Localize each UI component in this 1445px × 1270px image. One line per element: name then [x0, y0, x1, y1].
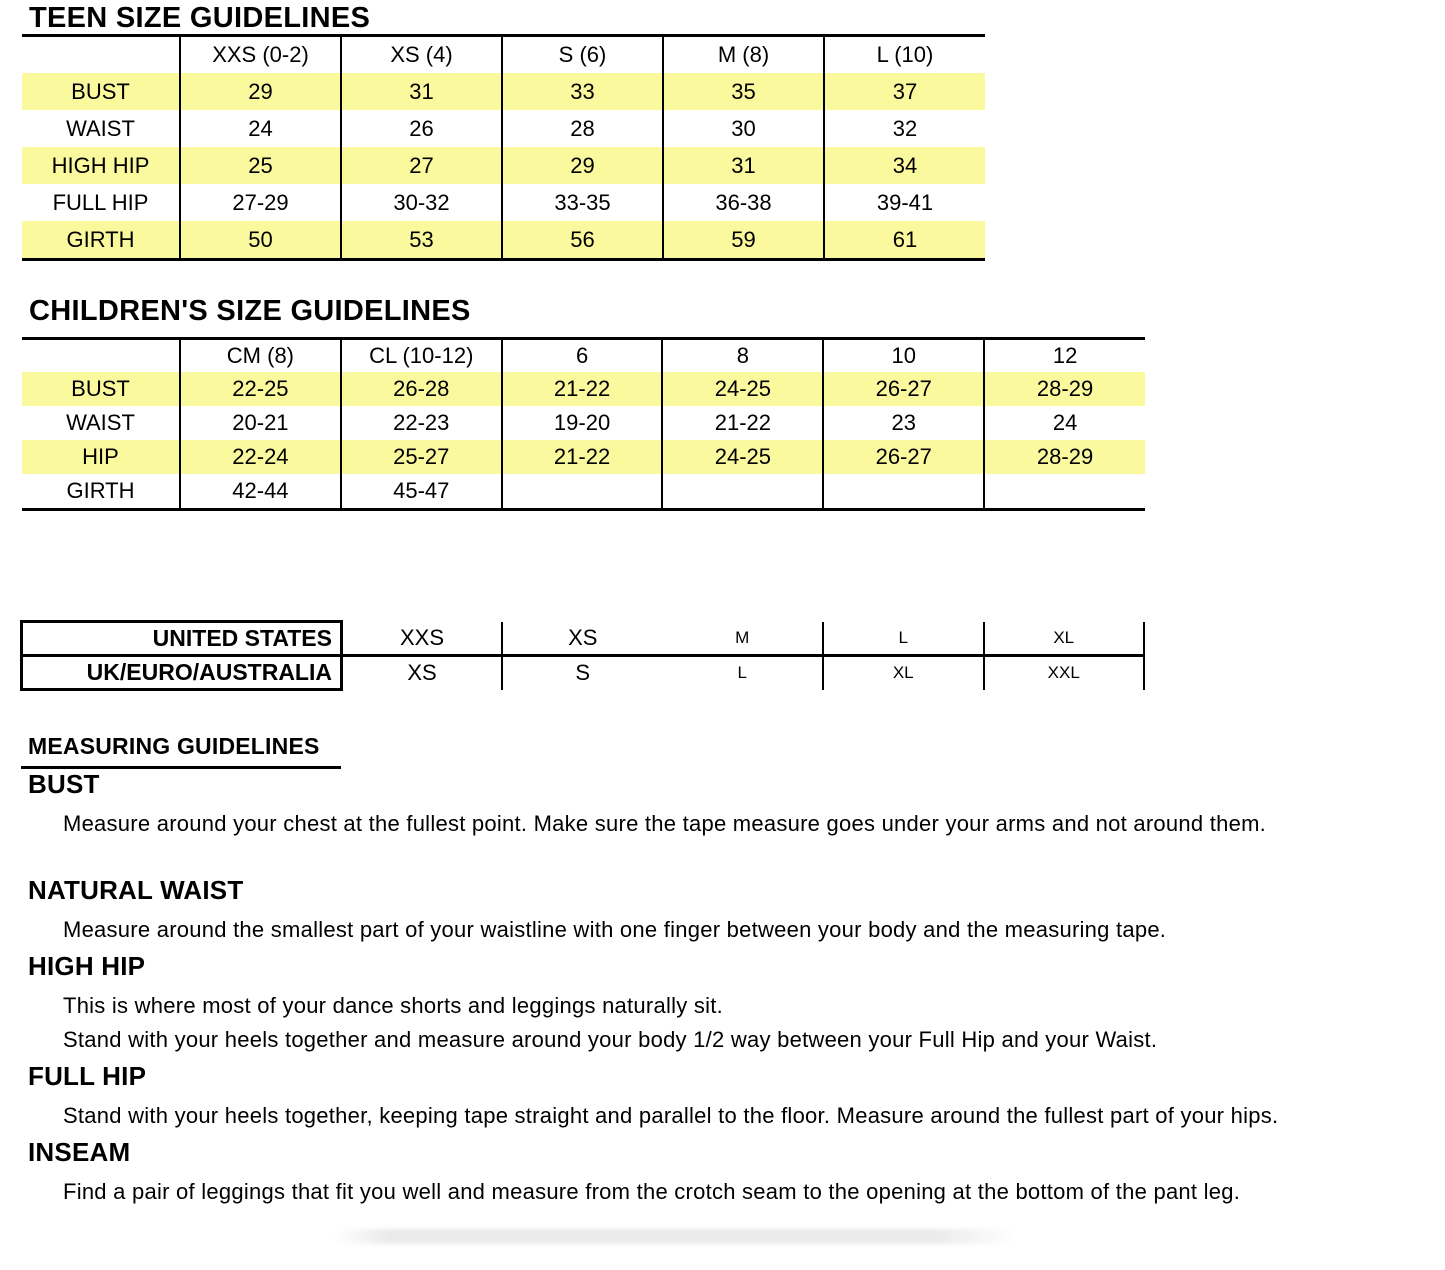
teen-size-table: [22, 34, 985, 261]
table-cell: [984, 474, 1145, 510]
table-cell: 37: [824, 73, 985, 110]
section-heading: HIGH HIP: [28, 951, 146, 981]
column-header: 12: [984, 339, 1145, 373]
row-label: HIP: [22, 440, 180, 474]
table-cell: XS: [502, 622, 663, 656]
children-table-body: [22, 372, 1145, 510]
children-table-header: [22, 339, 1145, 373]
table-cell: XL: [823, 656, 984, 690]
row-label: BUST: [22, 372, 180, 406]
header-row: [22, 36, 985, 74]
measuring-guidelines-sections: [21, 769, 1441, 1205]
section-text: Measure around your chest at the fullest point. Make sure the tape measure goes under your arms and not around them.: [63, 811, 1267, 836]
table-cell: 29: [502, 147, 663, 184]
column-header: 8: [662, 339, 823, 373]
table-cell: 31: [663, 147, 824, 184]
table-cell: 25-27: [341, 440, 502, 474]
table-cell: 53: [341, 221, 502, 260]
table-row: [22, 147, 985, 184]
row-label: WAIST: [66, 115, 135, 141]
measuring-section: [21, 1061, 1441, 1129]
table-cell: 27: [341, 147, 502, 184]
childrens-size-guidelines-title: CHILDREN'S SIZE GUIDELINES: [29, 295, 471, 327]
table-cell: 26-27: [823, 440, 984, 474]
table-cell: [662, 474, 823, 510]
table-cell: 22-23: [341, 406, 502, 440]
table-cell: 33: [502, 73, 663, 110]
table-row: [22, 221, 985, 260]
measuring-section: [21, 1137, 1441, 1205]
row-label: FULL HIP: [52, 189, 149, 215]
table-cell: 59: [663, 221, 824, 260]
table-cell: 28: [502, 110, 663, 147]
table-cell: 33-35: [502, 184, 663, 221]
table-cell: [823, 474, 984, 510]
table-cell: 23: [823, 406, 984, 440]
section-heading: BUST: [28, 769, 100, 799]
section-text: Stand with your heels together and measure around your body 1/2 way between your Full Hip and your Waist.: [63, 1027, 1158, 1052]
row-label: BUST: [22, 73, 180, 110]
section-heading: INSEAM: [28, 1137, 131, 1167]
table-cell: XXS: [342, 622, 503, 656]
table-cell: 28-29: [984, 372, 1145, 406]
column-header: L (10): [824, 36, 985, 74]
row-label: GIRTH: [66, 478, 135, 503]
teen-size-guidelines-title: TEEN SIZE GUIDELINES: [29, 2, 371, 34]
table-cell: 22-25: [180, 372, 341, 406]
section-text: Stand with your heels together, keeping tape straight and parallel to the floor. Measure around the fullest part of your hips.: [63, 1103, 1279, 1128]
table-cell: 21-22: [502, 440, 663, 474]
measuring-guidelines-block: [21, 733, 1441, 1213]
table-cell: XL: [984, 622, 1145, 656]
header-row: [22, 339, 1145, 373]
table-cell: 50: [180, 221, 341, 260]
size-conversion-table: [20, 620, 1145, 691]
table-cell: 30: [663, 110, 824, 147]
table-cell: 61: [824, 221, 985, 260]
table-cell: [502, 474, 663, 510]
section-text: Find a pair of leggings that fit you well and measure from the crotch seam to the opening at the bottom of the pant leg.: [63, 1179, 1241, 1204]
table-cell: 32: [824, 110, 985, 147]
table-cell: 28-29: [984, 440, 1145, 474]
table-cell: 24-25: [662, 440, 823, 474]
table-cell: 56: [502, 221, 663, 260]
table-cell: 25: [180, 147, 341, 184]
table-cell: 39-41: [824, 184, 985, 221]
column-header: M (8): [663, 36, 824, 74]
row-label: UK/EURO/AUSTRALIA: [22, 656, 342, 690]
table-cell: XS: [342, 656, 503, 690]
column-header: XXS (0-2): [180, 36, 341, 74]
column-header: CL (10-12): [341, 339, 502, 373]
table-cell: 34: [824, 147, 985, 184]
table-cell: 36-38: [663, 184, 824, 221]
table-cell: 26-28: [341, 372, 502, 406]
table-cell: 30-32: [341, 184, 502, 221]
table-row: [22, 406, 1145, 440]
table-cell: 20-21: [180, 406, 341, 440]
table-cell: S: [575, 660, 591, 686]
table-cell: 26: [341, 110, 502, 147]
table-cell: 35: [663, 73, 824, 110]
section-heading: FULL HIP: [28, 1061, 147, 1091]
shadow-smudge: [335, 1229, 1015, 1244]
column-header: 6: [502, 339, 663, 373]
table-cell: L: [823, 622, 984, 656]
table-cell: 29: [180, 73, 341, 110]
table-row: [22, 372, 1145, 406]
table-row: [22, 110, 985, 147]
table-row: [22, 184, 985, 221]
section-text: This is where most of your dance shorts and leggings naturally sit.: [63, 993, 723, 1018]
measuring-section: [21, 951, 1441, 1053]
column-header: S (6): [502, 36, 663, 74]
table-cell: 24-25: [662, 372, 823, 406]
table-row: [22, 622, 1145, 656]
table-cell: XXL: [984, 656, 1145, 690]
corner-cell: [22, 36, 180, 74]
table-cell: 26-27: [823, 372, 984, 406]
teen-table-header: [22, 36, 985, 74]
conversion-table-body: [22, 622, 1145, 690]
row-label: WAIST: [66, 410, 135, 435]
table-cell: 21-22: [662, 406, 823, 440]
measuring-guidelines-title: MEASURING GUIDELINES: [21, 733, 341, 769]
table-cell: M: [663, 622, 824, 656]
teen-table-body: [22, 73, 985, 260]
section-text: Measure around the smallest part of your waistline with one finger between your body and the measuring tape.: [63, 917, 1167, 942]
table-cell: L: [663, 656, 824, 690]
table-cell: 27-29: [180, 184, 341, 221]
table-row: [22, 440, 1145, 474]
table-cell: 21-22: [502, 372, 663, 406]
table-cell: 31: [341, 73, 502, 110]
table-row: [22, 73, 985, 110]
table-cell: 22-24: [180, 440, 341, 474]
row-label: GIRTH: [22, 221, 180, 260]
row-label: HIGH HIP: [22, 147, 180, 184]
section-heading: NATURAL WAIST: [28, 875, 244, 905]
column-header: 10: [823, 339, 984, 373]
table-row: [22, 656, 1145, 690]
table-cell: 42-44: [180, 474, 341, 510]
row-label: UNITED STATES: [22, 622, 342, 656]
table-cell: 24: [180, 110, 341, 147]
table-cell: 45-47: [341, 474, 502, 510]
column-header: XS (4): [341, 36, 502, 74]
corner-cell: [22, 339, 180, 373]
table-row: [22, 474, 1145, 510]
measuring-section: [21, 875, 1441, 943]
table-cell: 24: [984, 406, 1145, 440]
column-header: CM (8): [180, 339, 341, 373]
childrens-size-table: [22, 337, 1145, 511]
table-cell: 19-20: [502, 406, 663, 440]
measuring-section: [21, 769, 1441, 837]
